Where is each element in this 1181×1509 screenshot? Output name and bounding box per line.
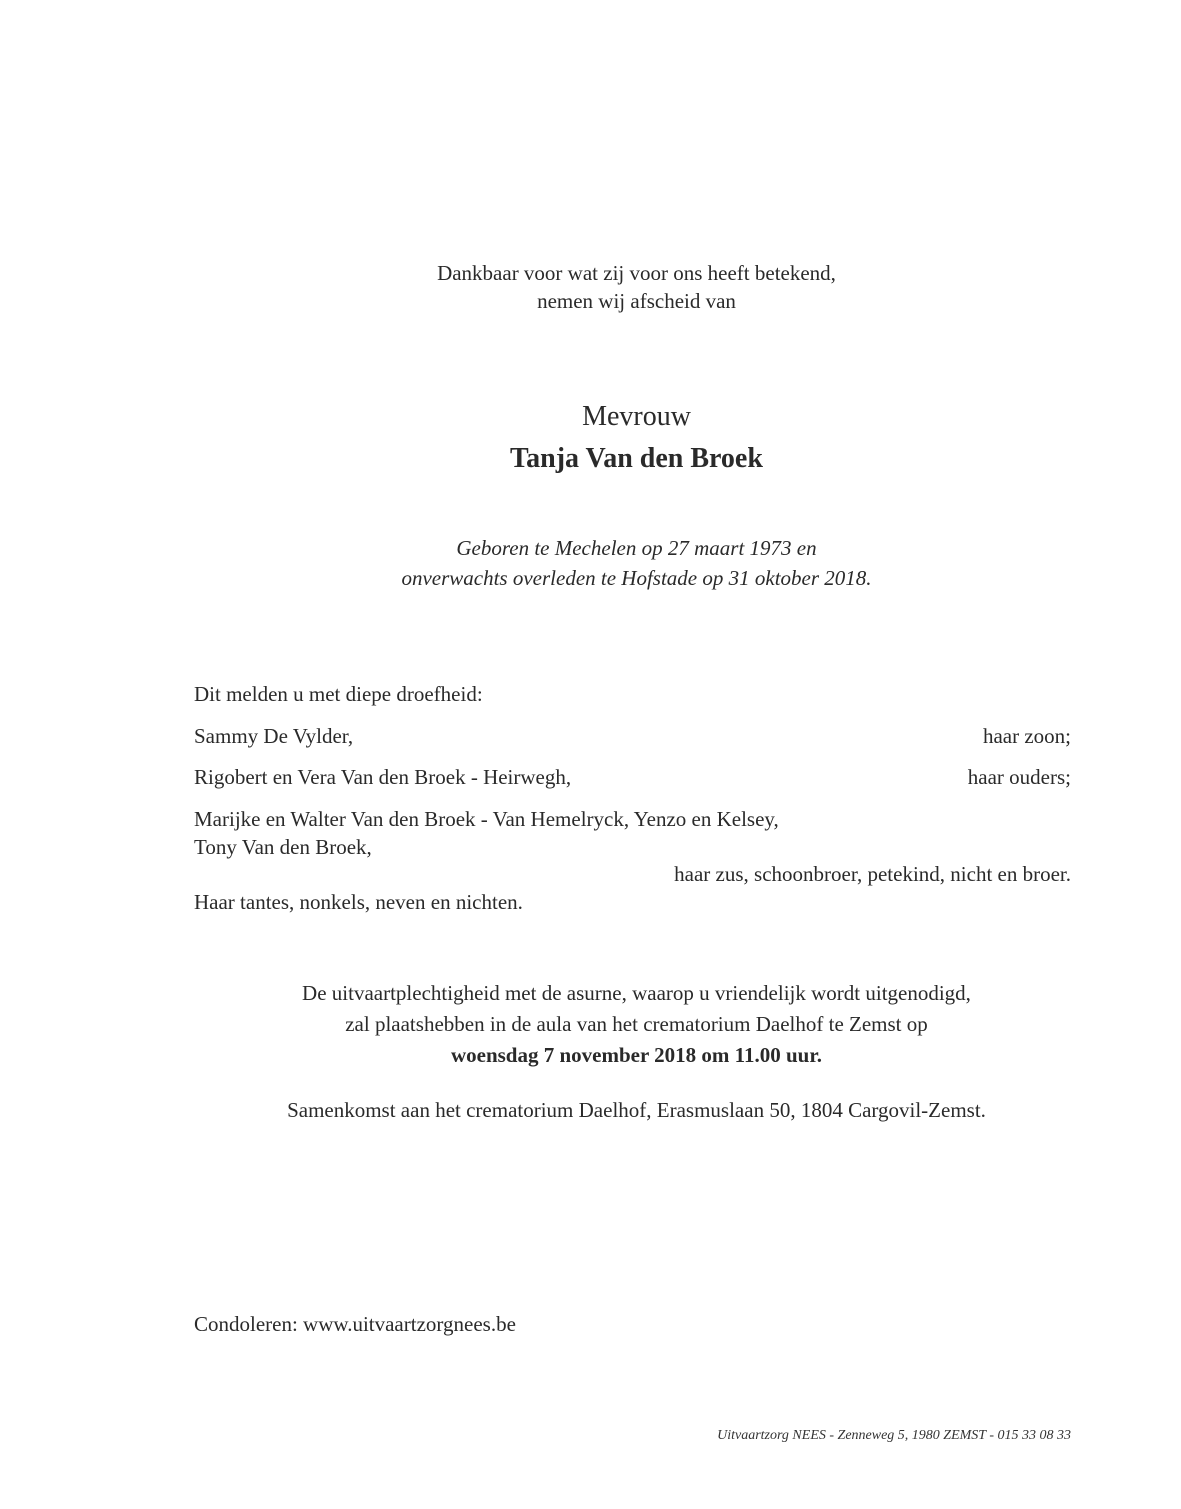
deceased-title: Mevrouw [582,401,691,432]
deceased-name: Tanja Van den Broek [510,443,763,474]
mourner-names: Marijke en Walter Van den Broek - Van Hemelryck, Yenzo en Kelsey, [194,807,779,831]
mourners-heading: Dit melden u met diepe droefheid: [194,682,483,706]
ceremony-line-2: zal plaatshebben in de aula van het crematorium Daelhof te Zemst op [345,1012,928,1036]
condolences-link: Condoleren: www.uitvaartzorgnees.be [194,1312,516,1336]
intro-text [0,259,1181,315]
mourner-relation: haar zoon; [982,724,1071,748]
birth-death-info [0,533,1181,593]
death-line: onverwachts overleden te Hofstade op 31 oktober 2018. [401,566,872,590]
ceremony-line-1: De uitvaartplechtigheid met de asurne, waarop u vriendelijk wordt uitgenodigd, [302,981,971,1005]
mourner-names: Haar tantes, nonkels, neven en nichten. [194,890,523,914]
ceremony-info [0,978,1181,1071]
intro-line-2: nemen wij afscheid van [537,289,736,313]
mourner-relation: haar zus, schoonbroer, petekind, nicht en broer. [674,862,1071,886]
mourner-names: Sammy De Vylder, [194,724,354,748]
ceremony-datetime: woensdag 7 november 2018 om 11.00 uur. [450,1043,823,1067]
mourner-relation: haar ouders; [967,765,1071,789]
mourner-names: Rigobert en Vera Van den Broek - Heirwegh, [194,765,572,789]
mourner-names: Tony Van den Broek, [194,835,372,859]
meeting-info: Samenkomst aan het crematorium Daelhof, Erasmuslaan 50, 1804 Cargovil-Zemst. [287,1098,986,1122]
birth-line: Geboren te Mechelen op 27 maart 1973 en [456,536,817,560]
intro-line-1: Dankbaar voor wat zij voor ons heeft betekend, [437,261,836,285]
funeral-home-footer: Uitvaartzorg NEES - Zenneweg 5, 1980 ZEMST - 015 33 08 33 [717,1428,1071,1443]
